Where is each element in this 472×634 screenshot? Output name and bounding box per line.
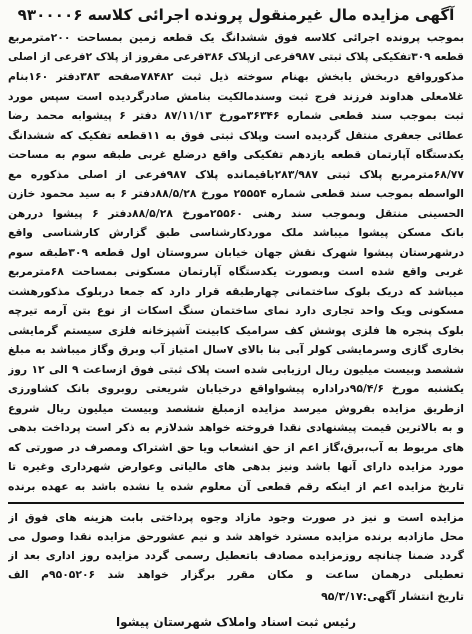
body-line: یکشنبه مورخ ۹۵/۴/۶دراداره پیشواواقع درخیابان شریعتی روبروی بانک کشاورزی	[8, 382, 464, 395]
footer-line: محل مازادبه برنده مزایده مسترد خواهد شد و نیم عشورحق مزایده نقدا وصول می	[8, 530, 464, 543]
body-line: ازطریق مزایده بفروش میرسد مزایده ازمبلغ ششصد وبیست میلیون ریال شروع	[8, 401, 464, 415]
notice-body	[8, 28, 464, 496]
notice-footer	[8, 508, 464, 584]
notice-title: آگهی مزایده مال غیرمنقول پرونده اجرائی کلاسه ۹۳۰۰۰۰۶	[17, 6, 455, 24]
body-line: ثبت بموجب سند قطعی شماره ۳۶۳۴۶مورخ ۸۷/۱۱/۱۳ دفتر ۶ پیشوابه محمد رضا	[8, 109, 464, 122]
body-line: مسکونی ویک واحد تجاری دارد نمای ساختمان سنگ اسکات از نوع بتن آرمه تیرچه	[8, 304, 464, 317]
body-line: عطائی جعفری منتقل گردیده است وپلاک ثبتی فوق به ۱۱قطعه تفکیک که ششدانگ	[8, 128, 464, 142]
body-line: غربی واقع شده است وبصورت یکدستگاه آپارتمان مسکونی بمساحت ۶۸مترمربع	[8, 265, 464, 278]
body-line: بموجب پرونده اجرائی کلاسه فوق ششدانگ یک قطعه زمین بمساحت ۲۰۰مترمربع	[8, 31, 464, 44]
signature-line: رئیس ثبت اسناد واملاک شهرستان پیشوا	[115, 615, 357, 629]
body-line: قطعه ۳۰۹تفکیکی پلاک ثبتی ۹۸۷فرعی ازپلاک ۳۸۶فرعی مفروز از پلاک ۲فرعی از اصلی	[8, 50, 464, 63]
body-line: میباشد که دریک بلوک ساختمانی چهارطبقه قرار دارد که جمعا دربلوک مذکورهشت	[8, 284, 464, 298]
separator-line	[8, 502, 464, 504]
body-line: غلامعلی هداوند فرزند فرج ثبت وسندمالکیت بنامش صادرگردیده است سپس مورد	[8, 89, 464, 103]
body-line: الواسطه بموجب سند قطعی شماره ۲۵۵۵۴ مورخ ۸۸/۵/۲۸دفتر ۶ به سید محمود خازن	[8, 187, 464, 200]
body-line: ۶۸/۷۷مترمربع پلاک ثبتی ۲۸۳/۹۸۷باقیمانده پلاک ۹۸۷فرعی از اصلی مذکوره مع	[8, 167, 464, 181]
body-line: بلوک پنجره ها فلزی پوشش کف سرامیک کابینت آشپزخانه فلزی سیستم گرمایشی	[8, 323, 464, 337]
body-line: و به بالاترین قیمت پیشنهادی نقدا فروخته خواهد شدلازم به ذکر است پرداخت بدهی	[8, 421, 464, 434]
body-line: الحسینی منتقل وبموجب سند رهنی ۲۵۵۶۰مورخ ۸۸/۵/۲۸دفتر ۶ پیشوا دررهن	[8, 206, 464, 220]
body-line: های مربوط به آب،برق،گاز اعم از حق انشعاب ویا حق اشتراک ومصرف در صورتی که	[8, 440, 464, 454]
footer-line: تعطیلی درهمان ساعت و مکان مقرر برگزار خواهد شد ۹۵۰۵۲۰۶م الف	[8, 568, 464, 581]
body-line: یکدستگاه آپارتمان قطعه یازدهم تفکیکی واقع درضلع غربی طبقه سوم به مساحت	[8, 148, 464, 161]
body-line: بانک مسکن پیشوا میباشد ملک موردکارشناسی طبق گزارش کارشناسی واقع	[8, 226, 464, 239]
body-line: ششصد وبیست میلیون ریال ارزیابی شده است پلاک ثبتی فوق ازساعت ۹ الی ۱۲ روز	[8, 362, 464, 376]
body-line: تاریخ مزایده اعم از اینکه رقم قطعی آن معلوم شده یا نشده باشد به عهده برنده	[8, 479, 464, 493]
publish-date: تاریخ انتشار آگهی:۹۵/۳/۱۷	[321, 590, 464, 603]
body-line: مورد مزایده دارای آنها باشد ونیز بدهی های مالیاتی وعوارض شهرداری وغیره تا	[8, 460, 464, 473]
body-line: درشهرستان پیشوا شهرک نقش جهان خیابان سروستان اول قطعه ۳۰۹طبقه سوم	[8, 245, 464, 259]
footer-line: گردد ضمنا چنانچه روزمزایده مصادف باتعطیل رسمی گردد مزایده روز اداری بعد از	[8, 549, 464, 562]
body-line: مذکورواقع دربخش یابخش بهنام سوخته ذیل ثبت ۷۸۴۸۲صفحه ۳۸۳دفتر ۱۶۰بنام	[8, 70, 464, 83]
body-line: بخاری گازی وسرمایشی کولر آبی بنا بالای ۷سال امتیاز آب وبرق وگاز میباشد به مبلغ	[8, 343, 464, 356]
footer-line: مزایده است و نیز در صورت وجود مازاد وجوه پرداختی بابت هزینه های فوق از	[8, 511, 464, 524]
